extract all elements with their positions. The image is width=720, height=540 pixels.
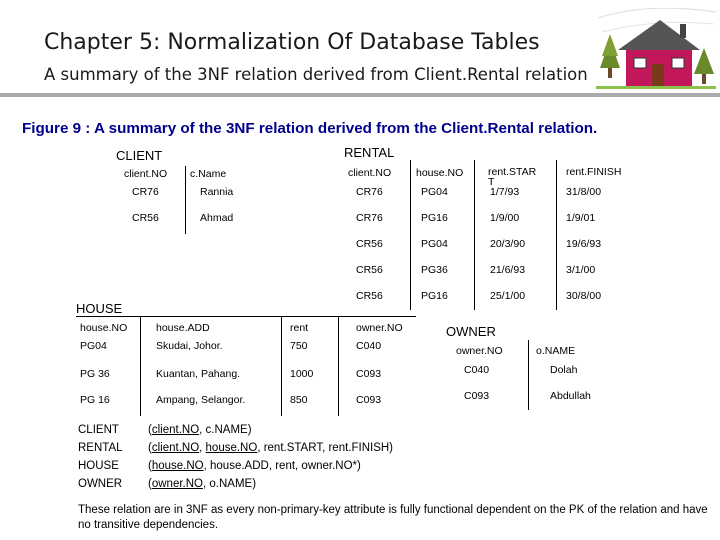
client-header-cell: client.NO	[124, 168, 168, 180]
house-cell: Skudai, Johor.	[156, 340, 223, 352]
client-column-divider	[185, 166, 186, 234]
rental-header-cell: rent.FINISH	[566, 166, 622, 178]
house-cell: 850	[290, 394, 308, 406]
rental-cell: 1/9/00	[490, 212, 520, 224]
rental-cell: 30/8/00	[566, 290, 602, 302]
rental-column-divider	[556, 160, 557, 310]
rental-cell: CR76	[356, 186, 383, 198]
rental-table-label: RENTAL	[344, 145, 395, 160]
owner-cell: C093	[464, 390, 490, 402]
owner-cell: Dolah	[550, 364, 578, 376]
rental-cell: CR76	[356, 212, 383, 224]
house-header-cell: house.NO	[80, 322, 128, 334]
house-cell: C040	[356, 340, 382, 352]
rental-cell: PG04	[421, 186, 448, 198]
schema-name: HOUSE	[78, 460, 119, 472]
house-cell: Ampang, Selangor.	[156, 394, 246, 406]
schema-owner: (owner.NO, o.NAME)	[148, 478, 257, 490]
rental-cell: PG04	[421, 238, 448, 250]
rental-cell: 20/3/90	[490, 238, 526, 250]
client-cell: CR56	[132, 212, 159, 224]
page-title: Chapter 5: Normalization Of Database Tables	[44, 30, 540, 55]
schema-house: (house.NO, house.ADD, rent, owner.NO*)	[148, 460, 361, 472]
house-header-cell: owner.NO	[356, 322, 403, 334]
rental-header-cell: rent.START	[488, 166, 537, 188]
schema-name: RENTAL	[78, 442, 123, 454]
house-table-top-border	[76, 316, 416, 317]
rental-cell: 1/7/93	[490, 186, 520, 198]
house-table-label: HOUSE	[76, 301, 123, 316]
rental-cell: 3/1/00	[566, 264, 596, 276]
rental-cell: CR56	[356, 290, 383, 302]
primary-key: house.NO	[205, 442, 258, 454]
primary-key: client.NO	[151, 424, 200, 436]
house-cell: 1000	[290, 368, 314, 380]
client-cell: Ahmad	[200, 212, 234, 224]
house-cell: PG04	[80, 340, 107, 352]
schema-name: CLIENT	[78, 424, 119, 436]
house-header-cell: house.ADD	[156, 322, 210, 334]
rental-cell: 19/6/93	[566, 238, 602, 250]
owner-cell: C040	[464, 364, 490, 376]
house-cell: PG 36	[80, 368, 110, 380]
client-cell: Rannia	[200, 186, 234, 198]
rental-column-divider	[474, 160, 475, 310]
primary-key: client.NO	[151, 442, 200, 454]
rental-column-divider	[410, 160, 411, 310]
page-subtitle: A summary of the 3NF relation derived from Client.Rental relation	[44, 65, 588, 84]
rental-header-cell: house.NO	[416, 167, 464, 179]
house-cell: C093	[356, 368, 382, 380]
3nf-explanation-note: These relation are in 3NF as every non-primary-key attribute is fully functional dependent on the PK of the relation and have no transitive dependencies.	[78, 504, 708, 531]
rental-cell: PG16	[421, 290, 448, 302]
rental-cell: PG36	[421, 264, 448, 276]
house-cell: 750	[290, 340, 308, 352]
rental-cell: PG16	[421, 212, 448, 224]
house-cell: PG 16	[80, 394, 110, 406]
house-clipart-icon	[588, 8, 718, 96]
figure-caption: Figure 9 : A summary of the 3NF relation derived from the Client.Rental relation.	[22, 120, 598, 137]
house-column-divider	[281, 316, 282, 416]
house-cell: C093	[356, 394, 382, 406]
client-header-cell: c.Name	[190, 168, 227, 180]
primary-key: house.NO	[151, 460, 204, 472]
client-cell: CR76	[132, 186, 159, 198]
primary-key: owner.NO	[151, 478, 203, 490]
client-table-label: CLIENT	[116, 148, 163, 163]
schema-name: OWNER	[78, 478, 123, 490]
house-header-cell: rent	[290, 322, 309, 334]
rental-cell: 1/9/01	[566, 212, 596, 224]
rental-cell: CR56	[356, 264, 383, 276]
rental-cell: 31/8/00	[566, 186, 602, 198]
schema-client: (client.NO, c.NAME)	[148, 424, 252, 436]
owner-cell: Abdullah	[550, 390, 591, 402]
schema-names	[78, 421, 123, 493]
house-cell: Kuantan, Pahang.	[156, 368, 241, 380]
rental-cell: 21/6/93	[490, 264, 526, 276]
owner-header-cell: owner.NO	[456, 345, 503, 357]
rental-header-cell: client.NO	[348, 167, 392, 179]
rental-cell: 25/1/00	[490, 290, 526, 302]
owner-header-cell: o.NAME	[536, 345, 576, 357]
schema-definitions	[148, 421, 393, 493]
schema-rental: (client.NO, house.NO, rent.START, rent.FINISH)	[148, 442, 393, 454]
house-column-divider	[140, 316, 141, 416]
rental-cell: CR56	[356, 238, 383, 250]
owner-table-label: OWNER	[446, 324, 496, 339]
owner-column-divider	[528, 340, 529, 410]
house-column-divider	[338, 316, 339, 416]
